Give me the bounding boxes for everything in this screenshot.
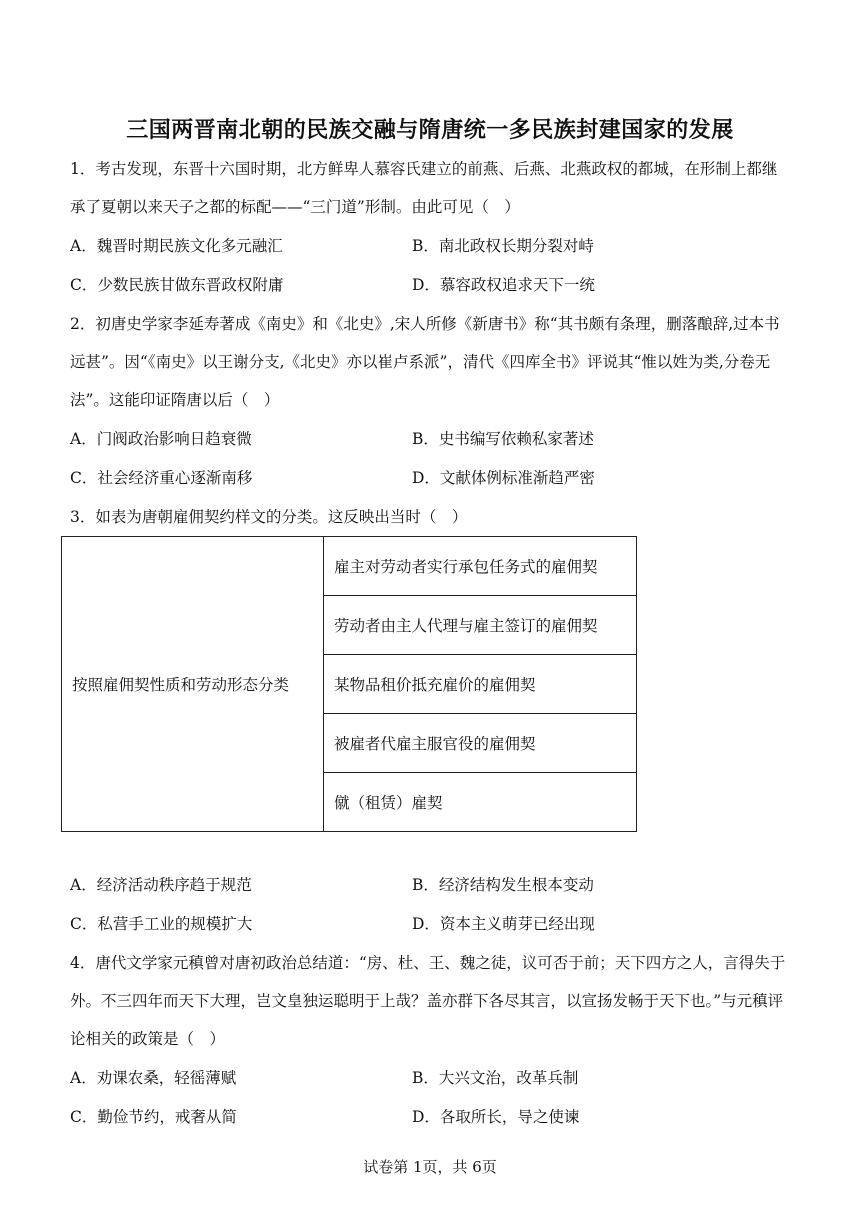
question-4-stem: 4．唐代文学家元稹曾对唐初政治总结道：“房、杜、王、魏之徒，议可否于前；天下四方之人，言得失于外。不三四年而天下大理，岂文皇独运聪明于上哉？盖亦群下各尽其言，以宣扬发畅于天下也。”与元稹评论相关的政策是（ ） xyxy=(70,954,786,1048)
option-d[interactable]: D．各取所长，导之使谏 xyxy=(412,1108,580,1126)
option-b[interactable]: B．大兴文治，改革兵制 xyxy=(412,1069,579,1087)
table-row: 雇主对劳动者实行承包任务式的雇佣契 xyxy=(324,537,637,596)
question-2-stem: 2．初唐史学家李延寿著成《南史》和《北史》,宋人所修《新唐书》称“其书颇有条理，删落酿辞,过本书远甚”。因“《南史》以王谢分支,《北史》亦以崔卢系派”，清代《四库全书》评说其“惟以姓为类,分卷无法”。这能印证隋唐以后（ ） xyxy=(70,315,780,409)
question-3-stem: 3．如表为唐朝雇佣契约样文的分类。这反映出当时（ ） xyxy=(70,508,468,526)
page-footer: 试卷第 1页，共 6页 xyxy=(363,1158,497,1176)
table-row: 劳动者由主人代理与雇主签订的雇佣契 xyxy=(324,596,637,655)
option-c[interactable]: C．勤俭节约，戒奢从简 xyxy=(70,1108,237,1126)
question-3-options xyxy=(70,866,792,944)
option-d[interactable]: D．资本主义萌芽已经出现 xyxy=(412,915,595,933)
table-category-cell: 按照雇佣契性质和劳动形态分类 xyxy=(62,537,324,832)
table-row: 被雇者代雇主服官役的雇佣契 xyxy=(324,714,637,773)
option-d[interactable]: D．慕容政权追求天下一统 xyxy=(412,276,595,294)
option-a[interactable]: A．经济活动秩序趋于规范 xyxy=(70,876,252,894)
option-a[interactable]: A．劝课农桑，轻徭薄赋 xyxy=(70,1069,237,1087)
question-1-stem: 1．考古发现，东晋十六国时期，北方鲜卑人慕容氏建立的前燕、后燕、北燕政权的都城，在形制上都继承了夏朝以来天子之都的标配——“三门道”形制。由此可见（ ） xyxy=(70,160,778,216)
table-row: 僦（租赁）雇契 xyxy=(324,773,637,832)
option-a[interactable]: A．门阀政治影响日趋衰微 xyxy=(70,430,252,448)
option-a[interactable]: A．魏晋时期民族文化多元融汇 xyxy=(70,237,283,255)
question-1-options xyxy=(70,227,792,305)
option-c[interactable]: C．私营手工业的规模扩大 xyxy=(70,915,253,933)
document-title: 三国两晋南北朝的民族交融与隋唐统一多民族封建国家的发展 xyxy=(126,117,734,143)
question-4-options xyxy=(70,1059,792,1137)
option-b[interactable]: B．经济结构发生根本变动 xyxy=(412,876,594,894)
option-c[interactable]: C．社会经济重心逐渐南移 xyxy=(70,469,253,487)
option-b[interactable]: B．史书编写依赖私家著述 xyxy=(412,430,594,448)
option-c[interactable]: C．少数民族甘做东晋政权附庸 xyxy=(70,276,284,294)
option-d[interactable]: D．文献体例标准渐趋严密 xyxy=(412,469,595,487)
option-b[interactable]: B．南北政权长期分裂对峙 xyxy=(412,237,594,255)
table-row: 某物品租价抵充雇价的雇佣契 xyxy=(324,655,637,714)
contract-classification-table xyxy=(61,536,637,832)
question-2-options xyxy=(70,420,792,498)
